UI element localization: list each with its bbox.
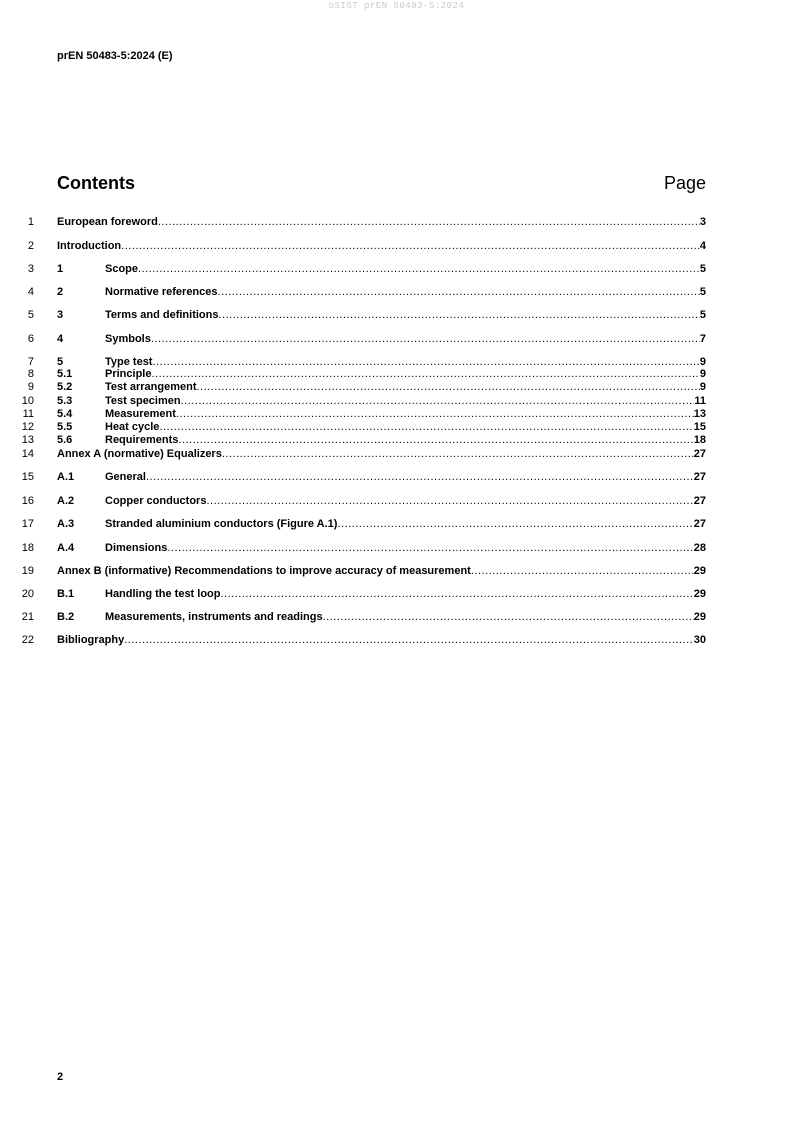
- line-number: 21: [21, 611, 34, 623]
- toc-entry-title: Measurement: [105, 408, 176, 420]
- line-number: 16: [21, 495, 34, 507]
- toc-entry-page: 27: [693, 518, 706, 530]
- toc-entry-page: 5: [699, 263, 706, 275]
- toc-entry-title: Test arrangement: [105, 381, 197, 393]
- toc-entry-number: 4: [57, 333, 64, 345]
- toc-entry-page: 29: [693, 565, 706, 577]
- toc-entry-title: Dimensions: [105, 542, 168, 554]
- dot-leader: [197, 380, 700, 394]
- line-number: 15: [21, 471, 34, 483]
- toc-entry-page: 9: [699, 381, 706, 393]
- document-id: prEN 50483-5:2024 (E): [57, 50, 173, 62]
- toc-entry-title: Measurements, instruments and readings: [105, 611, 323, 623]
- toc-entry-page: 18: [693, 434, 706, 446]
- watermark: oSIST prEN 50483-5:2024: [328, 1, 465, 11]
- dot-leader: [146, 470, 694, 484]
- contents-heading: Contents: [57, 173, 135, 193]
- toc-entry-title: Type test: [105, 356, 153, 368]
- toc-entry-title: Introduction: [57, 240, 122, 252]
- toc-entry-number: 2: [57, 286, 64, 298]
- toc-entry-number: 3: [57, 309, 64, 321]
- toc-entry-number: B.1: [57, 588, 75, 600]
- toc-entry[interactable]: [0, 447, 793, 461]
- dot-leader: [323, 610, 694, 624]
- toc-entry-title: Bibliography: [57, 634, 125, 646]
- dot-leader: [158, 215, 700, 229]
- line-number: 13: [21, 434, 34, 446]
- toc-entry-page: 29: [693, 611, 706, 623]
- toc-entry-page: 9: [699, 368, 706, 380]
- toc-entry[interactable]: [0, 394, 793, 408]
- toc-entry-title: Heat cycle: [105, 421, 160, 433]
- toc-entry[interactable]: [0, 308, 793, 322]
- toc-entry[interactable]: [0, 239, 793, 253]
- line-number: 11: [22, 408, 34, 420]
- toc-entry-number: A.4: [57, 542, 75, 554]
- toc-entry[interactable]: [0, 517, 793, 531]
- dot-leader: [121, 239, 700, 253]
- toc-entry-page: 13: [693, 408, 706, 420]
- dot-leader: [221, 587, 694, 601]
- toc-entry-title: Handling the test loop: [105, 588, 221, 600]
- line-number: 9: [27, 381, 34, 393]
- toc-entry-page: 15: [693, 421, 706, 433]
- toc-entry-title: Symbols: [105, 333, 151, 345]
- dot-leader: [167, 541, 693, 555]
- line-number: 5: [27, 309, 34, 321]
- toc-entry-title: Normative references: [105, 286, 218, 298]
- toc-entry-number: 5.1: [57, 368, 73, 380]
- toc-entry-number: 1: [57, 263, 64, 275]
- toc-entry[interactable]: [0, 494, 793, 508]
- toc-entry-page: 4: [699, 240, 706, 252]
- dot-leader: [218, 308, 699, 322]
- toc-entry[interactable]: [0, 420, 793, 434]
- dot-leader: [218, 285, 700, 299]
- toc-entry-title: Principle: [105, 368, 152, 380]
- line-number: 10: [21, 395, 34, 407]
- toc-entry-title: Terms and definitions: [105, 309, 219, 321]
- toc-entry-title: Copper conductors: [105, 495, 207, 507]
- toc-entry[interactable]: [0, 610, 793, 624]
- toc-entry-page: 3: [699, 216, 706, 228]
- line-number: 19: [21, 565, 34, 577]
- line-number: 22: [21, 634, 34, 646]
- toc-entry[interactable]: [0, 262, 793, 276]
- line-number: 6: [27, 333, 34, 345]
- line-number: 12: [21, 421, 34, 433]
- toc-entry-number: A.2: [57, 495, 75, 507]
- line-number: 7: [27, 356, 34, 368]
- toc-entry[interactable]: [0, 470, 793, 484]
- toc-entry-number: 5: [57, 356, 64, 368]
- toc-entry-page: 27: [693, 471, 706, 483]
- toc-entry[interactable]: [0, 407, 793, 421]
- toc-entry-page: 9: [699, 356, 706, 368]
- line-number: 18: [21, 542, 34, 554]
- toc-entry-title: Stranded aluminium conductors (Figure A.1): [105, 518, 338, 530]
- toc-entry[interactable]: [0, 633, 793, 647]
- line-number: 20: [21, 588, 34, 600]
- line-number: 14: [21, 448, 34, 460]
- toc-entry-title: General: [105, 471, 146, 483]
- toc-entry[interactable]: [0, 433, 793, 447]
- page-number: 2: [57, 1071, 64, 1083]
- line-number: 4: [27, 286, 34, 298]
- toc-entry[interactable]: [0, 285, 793, 299]
- toc-entry-number: 5.5: [57, 421, 73, 433]
- toc-entry-number: 5.3: [57, 395, 73, 407]
- toc-entry-number: 5.4: [57, 408, 73, 420]
- toc-entry-title: Scope: [105, 263, 139, 275]
- toc-entry[interactable]: [0, 215, 793, 229]
- line-number: 2: [27, 240, 34, 252]
- toc-entry[interactable]: [0, 367, 793, 381]
- toc-entry-title: Annex A (normative) Equalizers: [57, 448, 222, 460]
- toc-entry-title: European foreword: [57, 216, 158, 228]
- dot-leader: [151, 367, 699, 381]
- toc-entry-page: 27: [693, 448, 706, 460]
- toc-entry-page: 5: [699, 286, 706, 298]
- toc-entry-title: Test specimen: [105, 395, 181, 407]
- dot-leader: [178, 433, 693, 447]
- dot-leader: [176, 407, 694, 421]
- dot-leader: [138, 262, 700, 276]
- toc-entry-number: 5.6: [57, 434, 73, 446]
- dot-leader: [471, 564, 694, 578]
- toc-entry-number: A.1: [57, 471, 75, 483]
- toc-entry-page: 27: [693, 495, 706, 507]
- dot-leader: [337, 517, 693, 531]
- dot-leader: [124, 633, 694, 647]
- toc-entry-number: B.2: [57, 611, 75, 623]
- dot-leader: [181, 394, 695, 408]
- toc-entry-title: Requirements: [105, 434, 179, 446]
- toc-entry-number: 5.2: [57, 381, 73, 393]
- dot-leader: [151, 332, 700, 346]
- toc-entry[interactable]: [0, 564, 793, 578]
- toc-entry-title: Annex B (informative) Recommendations to improve accuracy of measurement: [57, 565, 471, 577]
- dot-leader: [206, 494, 693, 508]
- toc-entry-page: 29: [693, 588, 706, 600]
- toc-entry-page: 11: [694, 395, 706, 407]
- dot-leader: [159, 420, 693, 434]
- toc-entry[interactable]: [0, 332, 793, 346]
- toc-entry-page: 28: [693, 542, 706, 554]
- toc-entry-page: 7: [699, 333, 706, 345]
- toc-entry[interactable]: [0, 541, 793, 555]
- line-number: 1: [27, 216, 34, 228]
- dot-leader: [222, 447, 694, 461]
- toc-entry[interactable]: [0, 587, 793, 601]
- toc-entry-page: 5: [699, 309, 706, 321]
- toc-entry-page: 30: [693, 634, 706, 646]
- line-number: 3: [27, 263, 34, 275]
- toc-entry[interactable]: [0, 380, 793, 394]
- line-number: 8: [27, 368, 34, 380]
- page-column-heading: Page: [663, 173, 706, 193]
- line-number: 17: [21, 518, 34, 530]
- toc-entry-number: A.3: [57, 518, 75, 530]
